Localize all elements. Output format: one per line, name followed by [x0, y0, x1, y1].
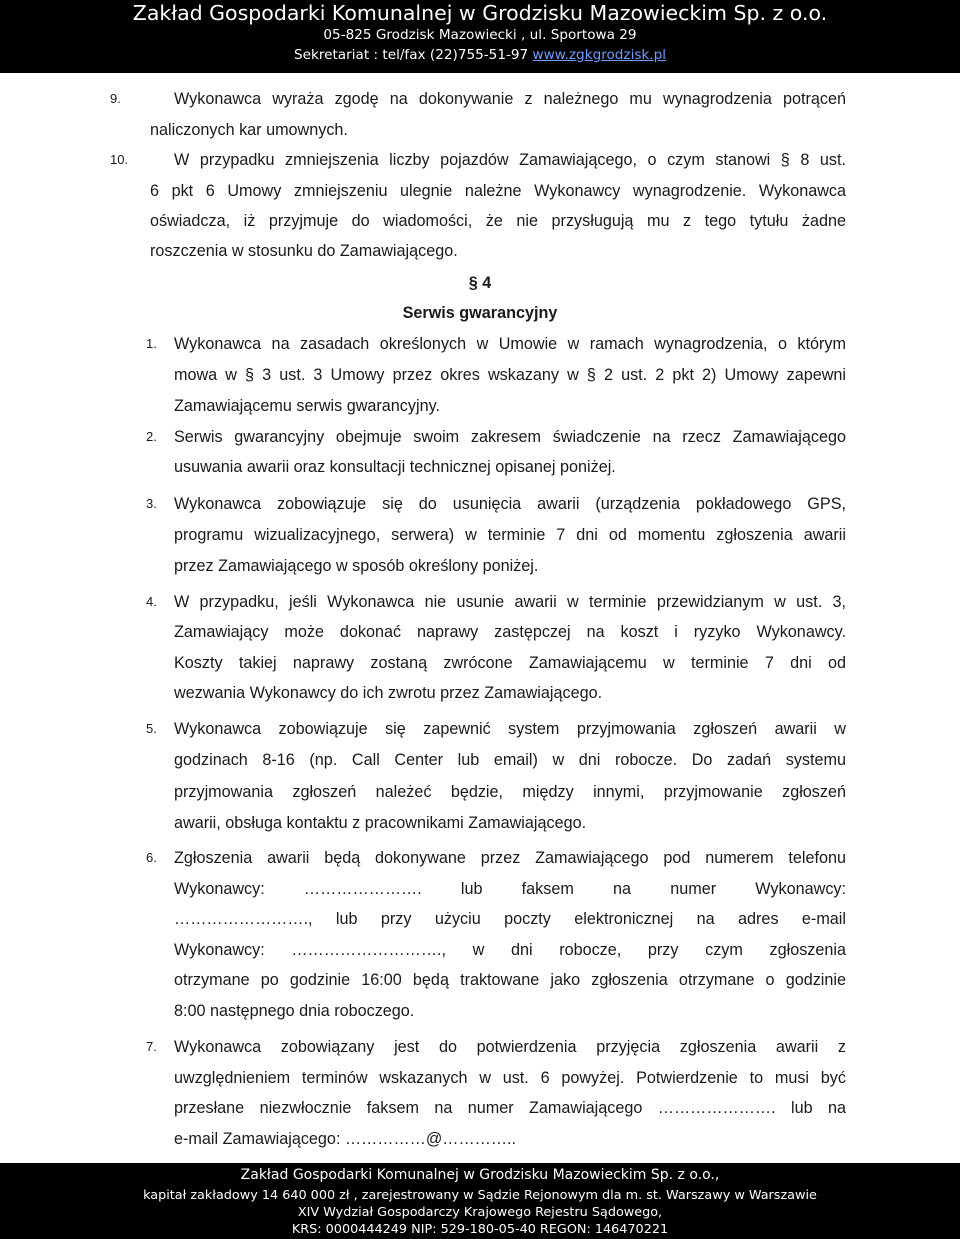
item-line: uwzględnieniem terminów wskazanych w ust. 6 powyżej. Potwierdzenie to musi być — [174, 1069, 846, 1087]
item-line: wezwania Wykonawcy do ich zwrotu przez Zamawiającego. — [174, 684, 603, 702]
item-line: przesłane niezwłocznie faksem na numer Zamawiającego …………………. lub na — [174, 1099, 846, 1117]
item-line: usuwania awarii oraz konsultacji technicznej opisanej poniżej. — [174, 458, 616, 476]
item-line: Zamawiającemu serwis gwarancyjny. — [174, 397, 440, 415]
item-line: Wykonawcy: ………………………., w dni robocze, przy czym zgłoszenia — [174, 941, 846, 959]
item-line: przyjmowania zgłoszeń należeć będzie, między innymi, przyjmowanie zgłoszeń — [174, 783, 846, 801]
company-contact — [0, 45, 960, 65]
p9-line: naliczonych kar umownych. — [150, 121, 348, 139]
item-line: godzinach 8-16 (np. Call Center lub email) w dni robocze. Do zadań systemu — [174, 751, 846, 769]
item-line: ……………………., lub przy użyciu poczty elektronicznej na adres e-mail — [174, 910, 846, 928]
item-number: 1. — [146, 336, 157, 351]
item-line: Wykonawcy: …………………. lub faksem na numer Wykonawcy: — [174, 880, 846, 898]
item-number: 7. — [146, 1039, 157, 1054]
item-line: Wykonawca zobowiązany jest do potwierdzenia przyjęcia zgłoszenia awarii z — [174, 1038, 846, 1056]
item-number: 4. — [146, 594, 157, 609]
item-line: Wykonawca zobowiązuje się zapewnić system przyjmowania zgłoszeń awarii w — [174, 720, 846, 738]
footer-court: XIV Wydział Gospodarczy Krajowego Rejestru Sądowego, — [297, 1205, 663, 1220]
item-line: e-mail Zamawiającego: ……………@………….. — [174, 1130, 517, 1148]
item-number: 5. — [146, 721, 157, 736]
item-line: awarii, obsługa kontaktu z pracownikami Zamawiającego. — [174, 814, 587, 832]
p10-line: 6 pkt 6 Umowy zmniejszeniu ulegnie należne Wykonawcy wynagrodzenie. Wykonawca — [150, 182, 846, 200]
p10-line: oświadcza, iż przyjmuje do wiadomości, że nie przysługują mu z tego tytułu żadne — [150, 212, 846, 230]
p10-number: 10. — [110, 152, 129, 167]
footer-registry: KRS: 0000444249 NIP: 529-180-05-40 REGON: 146470221 — [291, 1222, 669, 1237]
p9-line: Wykonawca wyraża zgodę na dokonywanie z należnego mu wynagrodzenia potrąceń — [174, 90, 846, 108]
page-footer — [0, 1163, 960, 1239]
item-line: mowa w § 3 ust. 3 Umowy przez okres wskazany w § 2 ust. 2 pkt 2) Umowy zapewni — [174, 366, 846, 384]
item-line: Wykonawca na zasadach określonych w Umowie w ramach wynagrodzenia, o którym — [174, 335, 846, 353]
website-link[interactable]: www.zgkgrodzisk.pl — [532, 47, 667, 63]
item-line: Serwis gwarancyjny obejmuje swoim zakresem świadczenie na rzecz Zamawiającego — [174, 428, 846, 446]
item-line: przez Zamawiającego w sposób określony poniżej. — [174, 557, 539, 575]
section-number: § 4 — [468, 274, 492, 292]
item-line: 8:00 następnego dnia roboczego. — [174, 1002, 415, 1020]
company-name: Zakład Gospodarki Komunalnej w Grodzisku Mazowieckim Sp. z o.o. — [132, 1, 828, 25]
p9-number: 9. — [110, 91, 121, 106]
item-line: Koszty takiej naprawy zostaną zwrócone Zamawiającemu w terminie 7 dni od — [174, 654, 846, 672]
item-line: Wykonawca zobowiązuje się do usunięcia awarii (urządzenia pokładowego GPS, — [174, 495, 846, 513]
company-address: 05-825 Grodzisk Mazowiecki , ul. Sportowa 29 — [323, 27, 637, 43]
p10-line: roszczenia w stosunku do Zamawiającego. — [150, 242, 458, 260]
item-line: programu wizualizacyjnego, serwera) w terminie 7 dni od momentu zgłoszenia awarii — [174, 526, 846, 544]
item-number: 3. — [146, 496, 157, 511]
section-title: Serwis gwarancyjny — [402, 304, 558, 322]
footer-capital: kapitał zakładowy 14 640 000 zł , zarejestrowany w Sądzie Rejonowym dla m. st. Warszawy w Warszawie — [143, 1188, 817, 1203]
item-number: 6. — [146, 850, 157, 865]
item-line: Zamawiający może dokonać naprawy zastępczej na koszt i ryzyko Wykonawcy. — [174, 623, 846, 641]
item-line: W przypadku, jeśli Wykonawca nie usunie awarii w terminie przewidzianym w ust. 3, — [174, 593, 846, 611]
item-line: otrzymane po godzinie 16:00 będą traktowane jako zgłoszenia otrzymane o godzinie — [174, 971, 846, 989]
item-line: Zgłoszenia awarii będą dokonywane przez Zamawiającego pod numerem telefonu — [174, 849, 846, 867]
p10-line: W przypadku zmniejszenia liczby pojazdów Zamawiającego, o czym stanowi § 8 ust. — [174, 151, 846, 169]
footer-company: Zakład Gospodarki Komunalnej w Grodzisku Mazowieckim Sp. z o.o., — [240, 1167, 720, 1183]
item-number: 2. — [146, 429, 157, 444]
contact-phone: Sekretariat : tel/fax (22)755-51-97 — [293, 47, 533, 63]
letterhead — [0, 0, 960, 73]
